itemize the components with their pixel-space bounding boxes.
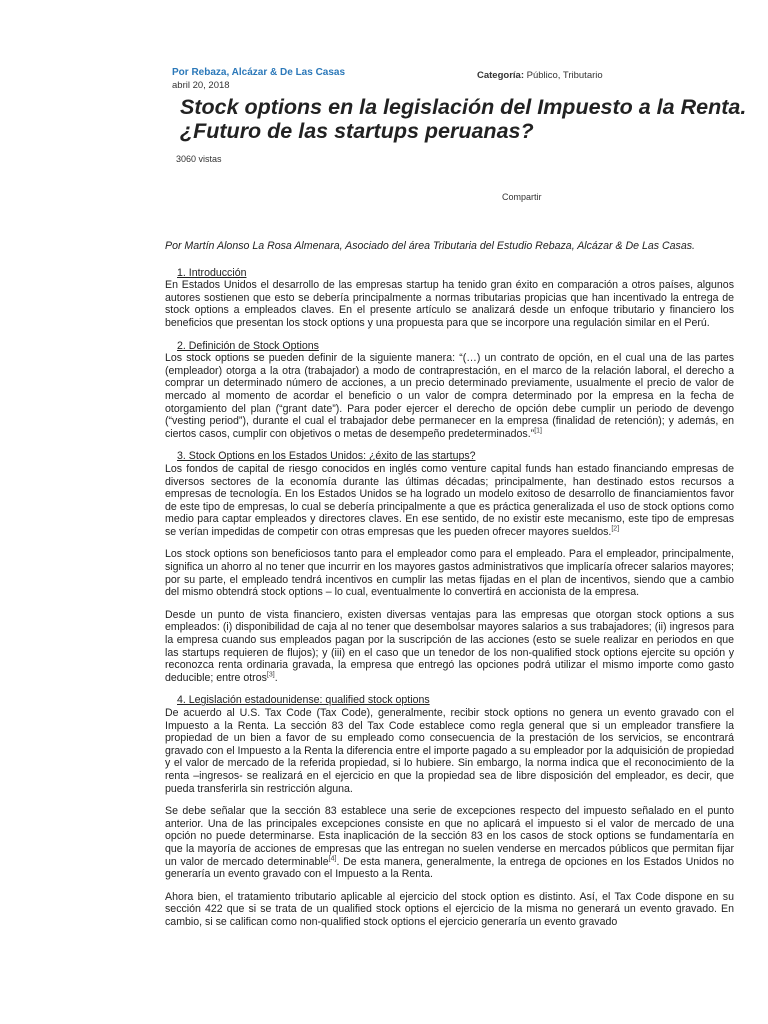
share-button[interactable]: Compartir (502, 192, 542, 202)
footnote-ref[interactable]: [4] (328, 855, 337, 862)
section-heading-4: 4. Legislación estadounidense: qualified stock options (177, 694, 430, 707)
article-body (165, 240, 734, 939)
byline: Por Martín Alonso La Rosa Almenara, Asociado del área Tributaria del Estudio Rebaza, Alcázar & De Las Casas. (165, 240, 695, 252)
footnote-ref[interactable]: [3] (266, 671, 275, 679)
section-heading-3: 3. Stock Options en los Estados Unidos: ¿éxito de las startups? (177, 450, 476, 463)
category-line (477, 70, 603, 81)
section-heading-2: 2. Definición de Stock Options (177, 339, 319, 352)
view-count: 3060 vistas (176, 154, 222, 164)
paragraph: De acuerdo al U.S. Tax Code (Tax Code), generalmente, recibir stock options no genera un evento gravado con el Impuesto a la Renta. La sección 83 del Tax Code establece como regla general que si un empleador transfiere la propiedad de un bien a favor de su empleado como consecuencia de la prestación de los servicios, se encontrará gravado con el Impuesto a la Renta la diferencia entre el importe pagado a su empleador por la adquisición de propiedad y el valor de mercado de la referida propiedad, si lo hubiere. Sin embargo, la norma indica que el reconocimiento de la renta –ingresos- se realizará en el ejercicio en que la propiedad sea de libre disposición del empleador, es decir, que pueda transferirla sin restricción alguna. (165, 707, 734, 795)
paragraph: Los fondos de capital de riesgo conocidos en inglés como venture capital funds han estado financiando empresas de diversos sectores de la economía durante las últimas décadas; principalmente, han destinado estos recursos a empresas de tecnología. En los Estados Unidos se ha logrado un modelo exitoso de desarrollo de financiamientos favor de este tipo de empresas, lo cual se debería principalmente a que es práctica generalizada el uso de stock options como medio para captar empleados y directores claves. En ese sentido, de no existir este mecanismo, este tipo de empresas se verían impedidas de competir con otras empresas que les pueden ofrecer mayores sueldos.[2] (165, 462, 734, 538)
paragraph: Desde un punto de vista financiero, existen diversas ventajas para las empresas que otorgan stock options a sus empleados: (i) disponibilidad de caja al no tener que desembolsar mayores salarios a sus trabajadores; (ii) ingresos para la empresa cuando sus empleados pagan por la suscripción de las acciones (esto se suele realizar en periodos en que las startups requieren de flujos); y (iii) en el caso que un tenedor de los non-qualified stock options ejercite su opción y reconozca renta ordinaria gravada, la empresa que entregó las opciones podrá utilizar el mismo importe como gasto deducible; entre otros[3]. (165, 608, 734, 684)
paragraph: Los stock options son beneficiosos tanto para el empleador como para el empleado. Para el empleador, principalmente, significa un ahorro al no tener que incurrir en los mayores gastos administrativos que implicaría ofrecer salarios mayores; por su parte, el empleado tendrá incentivos en cumplir las metas fijadas en el plan de incentivos, siendo que a cambio del mismo obtendrá stock options – lo cual, eventualmente lo convertirá en accionista de la empresa. (165, 548, 734, 599)
section-heading-1: 1. Introducción (177, 266, 247, 279)
footnote-ref[interactable]: [2] (611, 525, 620, 533)
author-link[interactable]: Por Rebaza, Alcázar & De Las Casas (172, 67, 346, 78)
paragraph: Los stock options se pueden definir de la siguiente manera: “(…) un contrato de opción, en el cual una de las partes (empleador) otorga a la otra (trabajador) a modo de contraprestación, en el marco de la relación laboral, el derecho a comprar un determinado número de acciones, a un precio determinado previamente, usualmente el precio de valor de mercado al momento de acordar el beneficio o un valor de compra determinado por la empresa en la fecha de otorgamiento del plan (“grant date”). Para poder ejercer el derecho de opción debe cumplir un periodo de devengo (“vesting period”), durante el cual el trabajador debe permanecer en la empresa (finalidad de retención); y además, en ciertos casos, cumplir con objetivos o metas de desempeño predeterminados.”[1] (165, 352, 734, 440)
paragraph: Ahora bien, el tratamiento tributario aplicable al ejercicio del stock option es distinto. Así, el Tax Code dispone en su sección 422 que si se trata de un qualified stock options el ejercicio de la misma no generará un evento gravado. En cambio, si se califican como non-qualified stock options el ejercicio generaría un evento gravado (165, 890, 734, 928)
category-label: Categoría: (477, 70, 524, 81)
category-links[interactable]: Público, Tributario (526, 70, 603, 81)
article-title: Stock options en la legislación del Impuesto a la Renta. ¿Futuro de las startups peruanas? (180, 95, 747, 143)
paragraph: Se debe señalar que la sección 83 establece una serie de excepciones respecto del impuesto señalado en el punto anterior. Una de las principales excepciones consiste en que no aplicará el impuesto si el valor de mercado de una opción no puede determinarse. Esta inaplicación de la sección 83 en los casos de stock options se fundamentaría en que la mayoría de acciones de empresas que las entregan no suelen venderse en mercados públicos que permitan fijar un valor de mercado determinable[4]. De esta manera, generalmente, la entrega de opciones en los Estados Unidos no generaría un evento gravado con el Impuesto a la Renta. (165, 805, 735, 881)
paragraph: En Estados Unidos el desarrollo de las empresas startup ha tenido gran éxito en comparación a otros países, algunos autores sostienen que esto se debería principalmente a normas tributarias propicias que han incentivado la entrega de stock options a empleados claves. En el presente artículo se analizará desde un enfoque tributario y financiero los beneficios que presentan los stock options y una propuesta para que se incorpore una regulación similar en el Perú. (165, 279, 734, 329)
footnote-ref[interactable]: [1] (534, 427, 542, 435)
post-date: abril 20, 2018 (172, 80, 230, 91)
